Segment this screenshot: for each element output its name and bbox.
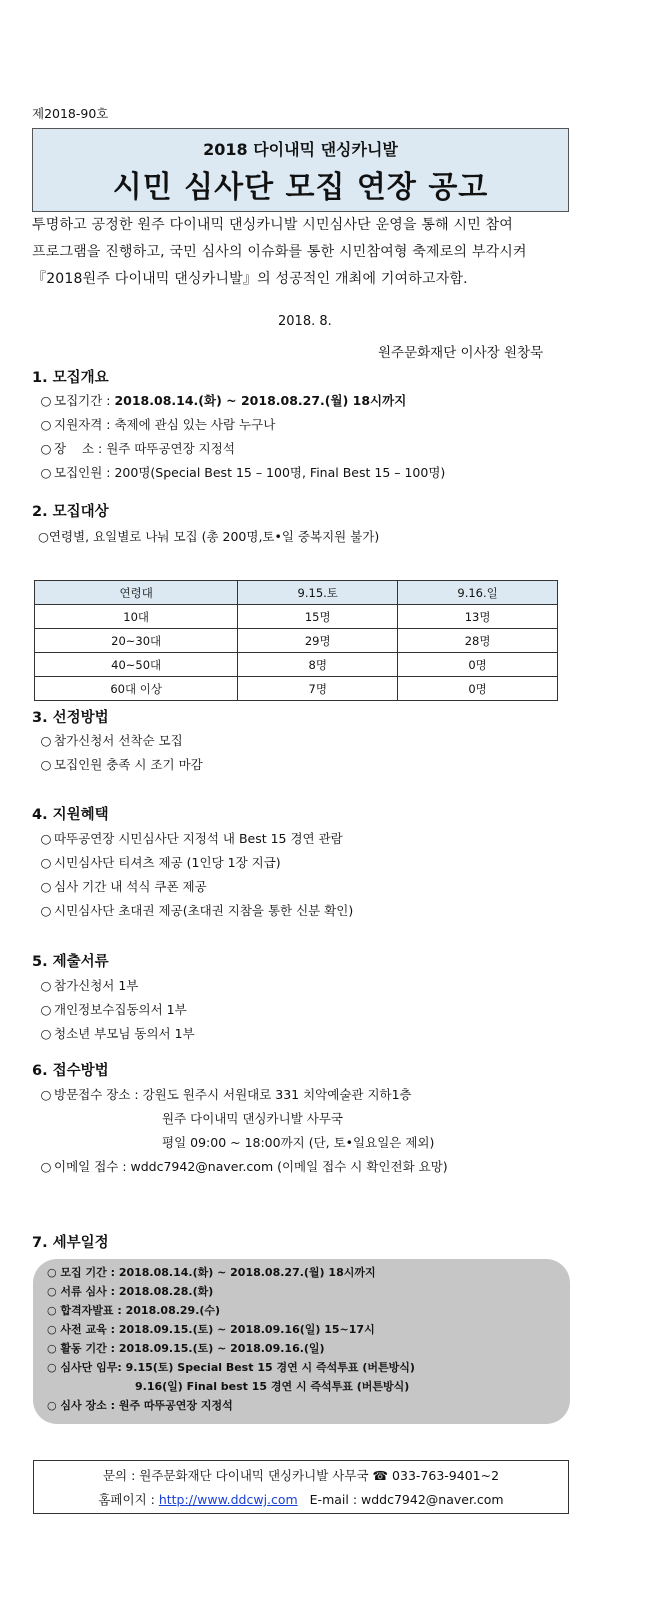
contact-email: E-mail : wddc7942@naver.com xyxy=(297,1492,504,1507)
intro-paragraph xyxy=(32,212,592,293)
schedule-row: 9.16(일) Final best 15 경연 시 즉석투표 (버튼방식) xyxy=(135,1380,410,1393)
table-cell: 29명 xyxy=(238,629,398,653)
homepage-link[interactable]: http://www.ddcwj.com xyxy=(158,1492,298,1507)
list-item: ○ 심사 기간 내 석식 쿠폰 제공 xyxy=(38,875,353,899)
table-cell: 15명 xyxy=(238,605,398,629)
table-row xyxy=(35,605,558,629)
address-line: 원주 다이내믹 댄싱카니발 사무국 xyxy=(162,1111,343,1126)
section-heading-submission: 6. 접수방법 xyxy=(32,1063,109,1079)
list-item: ○ 참가신청서 선착순 모집 xyxy=(38,729,203,753)
bullet-icon: ○ xyxy=(40,417,52,432)
table-cell: 0명 xyxy=(398,677,558,701)
list-item: ○ 모집기간 : 2018.08.14.(화) ~ 2018.08.27.(월) 18시까지 xyxy=(38,389,445,413)
list-item: ○ 참가신청서 1부 xyxy=(38,974,195,998)
documents-list xyxy=(38,974,195,1046)
list-item: ○ 개인정보수집동의서 1부 xyxy=(38,998,195,1022)
title-box xyxy=(32,128,569,212)
schedule-row: ○ 활동 기간 : 2018.09.15.(토) ~ 2018.09.16.(일) xyxy=(47,1342,325,1355)
intro-line: 프로그램을 진행하고, 국민 심사의 이슈화를 통한 시민참여형 축제로의 부각시켜 xyxy=(32,244,527,260)
intro-line: 『2018원주 다이내믹 댄싱카니발』의 성공적인 개최에 기여하고자함. xyxy=(32,271,468,287)
title-subtitle: 2018 다이내믹 댄싱카니발 xyxy=(203,140,398,159)
bullet-icon: ○ xyxy=(40,733,52,748)
target-note: ○연령별, 요일별로 나눠 모집 (총 200명,토•일 중복지원 불가) xyxy=(38,529,380,544)
contact-line: 홈페이지 : http://www.ddcwj.com E-mail : wddc7942@naver.com xyxy=(98,1492,504,1507)
bullet-icon: ○ xyxy=(40,465,52,480)
table-cell: 60대 이상 xyxy=(35,677,238,701)
list-item: ○ 장 소 : 원주 따뚜공연장 지정석 xyxy=(38,437,445,461)
selection-list xyxy=(38,729,203,777)
hours-line: 평일 09:00 ~ 18:00까지 (단, 토•일요일은 제외) xyxy=(162,1135,435,1150)
bullet-icon: ○ xyxy=(40,441,52,456)
table-cell: 0명 xyxy=(398,653,558,677)
list-item: ○ 따뚜공연장 시민심사단 지정석 내 Best 15 경연 관람 xyxy=(38,827,353,851)
bullet-icon: ○ xyxy=(40,879,52,894)
schedule-row: ○ 서류 심사 : 2018.08.28.(화) xyxy=(47,1285,214,1298)
benefits-list xyxy=(38,827,353,923)
section-heading-documents: 5. 제출서류 xyxy=(32,954,109,970)
signatory: 원주문화재단 이사장 원창묵 xyxy=(378,345,544,361)
bullet-icon: ○ xyxy=(40,757,52,772)
table-cell: 28명 xyxy=(398,629,558,653)
table-row xyxy=(35,677,558,701)
table-header-cell: 9.16.일 xyxy=(398,581,558,605)
overview-list xyxy=(38,389,445,485)
submission-list xyxy=(38,1083,448,1179)
bullet-icon: ○ xyxy=(40,831,52,846)
table-header-cell: 연령대 xyxy=(35,581,238,605)
bullet-icon: ○ xyxy=(40,978,52,993)
bullet-icon: ○ xyxy=(40,393,52,408)
list-item: ○ 시민심사단 티셔츠 제공 (1인당 1장 지급) xyxy=(38,851,353,875)
age-quota-table xyxy=(34,580,558,701)
schedule-row: ○ 심사 장소 : 원주 따뚜공연장 지정석 xyxy=(47,1399,233,1412)
section-heading-target: 2. 모집대상 xyxy=(32,504,109,520)
table-row xyxy=(35,653,558,677)
list-item: ○ 모집인원 충족 시 조기 마감 xyxy=(38,753,203,777)
section-heading-schedule: 7. 세부일정 xyxy=(32,1235,109,1251)
list-item: ○ 시민심사단 초대권 제공(초대권 지참을 통한 신분 확인) xyxy=(38,899,353,923)
list-item: ○ 지원자격 : 축제에 관심 있는 사람 누구나 xyxy=(38,413,445,437)
bullet-icon: ○ xyxy=(40,855,52,870)
schedule-row: ○ 심사단 임무: 9.15(토) Special Best 15 경연 시 즉석투표 (버튼방식) xyxy=(47,1361,415,1374)
table-cell: 40~50대 xyxy=(35,653,238,677)
schedule-box xyxy=(33,1259,570,1424)
schedule-row: ○ 사전 교육 : 2018.09.15.(토) ~ 2018.09.16(일) 15~17시 xyxy=(47,1323,375,1336)
list-item: ○ 이메일 접수 : wddc7942@naver.com (이메일 접수 시 확인전화 요망) xyxy=(38,1155,448,1179)
table-cell: 8명 xyxy=(238,653,398,677)
schedule-row: ○ 합격자발표 : 2018.08.29.(수) xyxy=(47,1304,221,1317)
table-cell: 10대 xyxy=(35,605,238,629)
table-header-row xyxy=(35,581,558,605)
bullet-icon: ○ xyxy=(40,1087,52,1102)
contact-box xyxy=(33,1460,569,1514)
bullet-icon: ○ xyxy=(40,1159,52,1174)
announce-date: 2018. 8. xyxy=(278,314,332,329)
table-cell: 7명 xyxy=(238,677,398,701)
page-title: 시민 심사단 모집 연장 공고 xyxy=(112,170,489,205)
table-cell: 13명 xyxy=(398,605,558,629)
table-header-cell: 9.15.토 xyxy=(238,581,398,605)
schedule-row: ○ 모집 기간 : 2018.08.14.(화) ~ 2018.08.27.(월) 18시까지 xyxy=(47,1266,376,1279)
bullet-icon: ○ xyxy=(40,1002,52,1017)
table-row xyxy=(35,629,558,653)
contact-line: 문의 : 원주문화재단 다이내믹 댄싱카니발 사무국 ☎ 033-763-9401~2 xyxy=(102,1468,500,1483)
document-number: 제2018-90호 xyxy=(32,106,109,121)
section-heading-overview: 1. 모집개요 xyxy=(32,370,109,386)
bullet-icon: ○ xyxy=(40,1026,52,1041)
section-heading-benefits: 4. 지원혜택 xyxy=(32,807,109,823)
list-item: ○ 청소년 부모님 동의서 1부 xyxy=(38,1022,195,1046)
bullet-icon: ○ xyxy=(40,903,52,918)
list-item: ○ 모집인원 : 200명(Special Best 15 – 100명, Final Best 15 – 100명) xyxy=(38,461,445,485)
table-cell: 20~30대 xyxy=(35,629,238,653)
list-item: ○ 방문접수 장소 : 강원도 원주시 서원대로 331 치악예술관 지하1층 xyxy=(38,1083,448,1107)
intro-line: 투명하고 공정한 원주 다이내믹 댄싱카니발 시민심사단 운영을 통해 시민 참여 xyxy=(32,217,514,233)
section-heading-selection: 3. 선정방법 xyxy=(32,710,109,726)
